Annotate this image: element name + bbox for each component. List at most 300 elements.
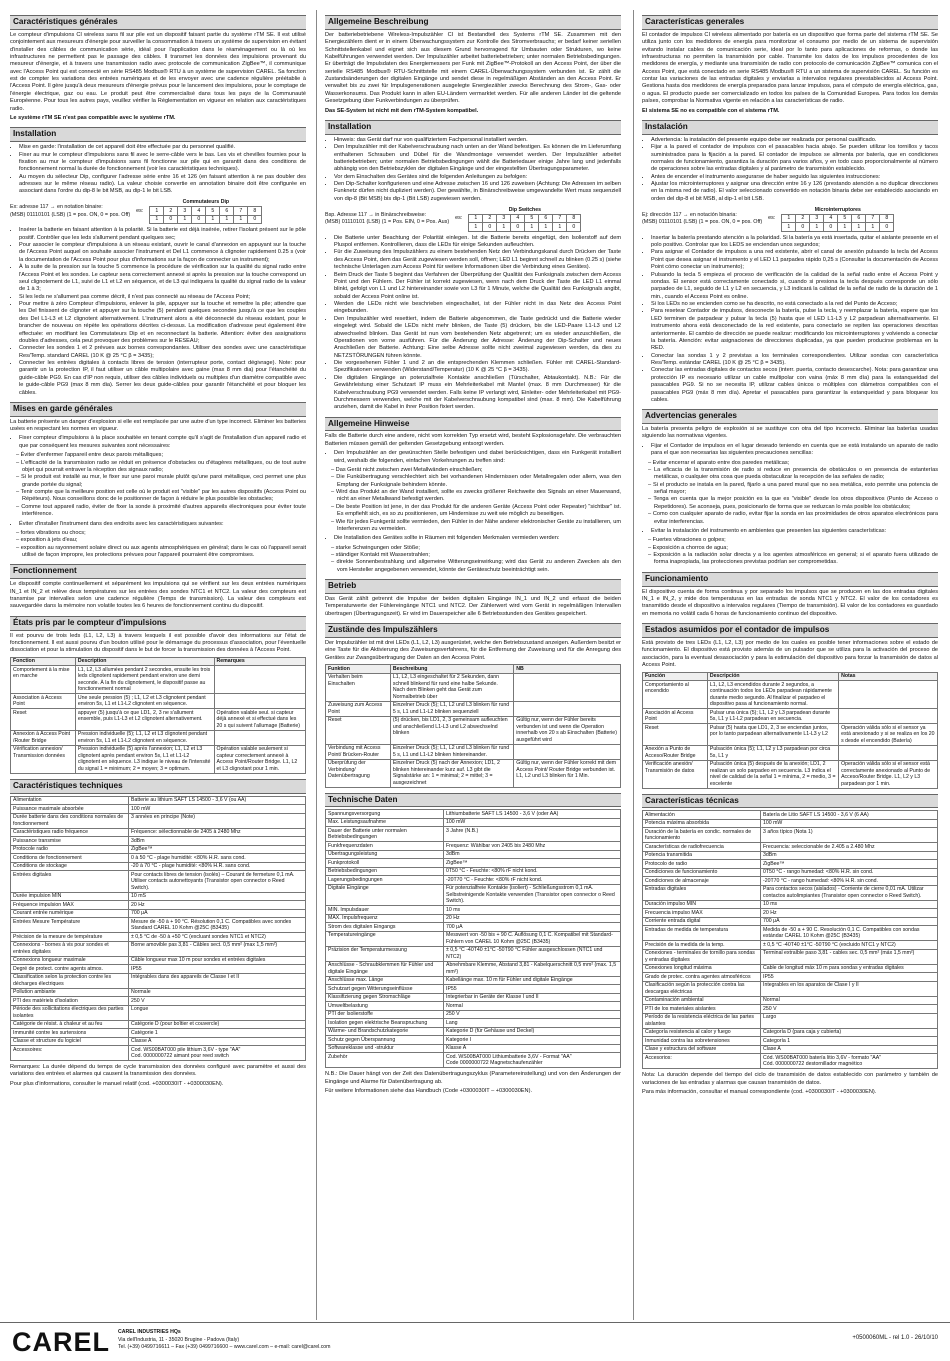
- table-row: [326, 1002, 621, 1011]
- install-step: • Den Impulszähler wird resettiert, indem die Batterie abgenommen, die Taste gedrückt und die Batterie wieder eingelegt wird. Sobald die LEDs nicht mehr blinken, die Taste (5) drücken, bis die LED-Paare L1-L3 und L2 abwechselnd blinken. Das Gerät ist nun vom bestehenden Netz abgetrennt; um es wieder anzuschließen, die Operationen von vorne ausführen. Für die Änderung der Adresse: Änderung der Dip-Schalter und neues Anschließen der Batterie. Achtung: Eine selbe Adresse sollte nicht zweimal zugewiesen werden, da dies zu NETZSTÖRUNGEN führen könnte.: [334, 316, 621, 360]
- install-step: • Connecter les entrées digitales à contacts libres de tension (interrupteur porte, contact dégivrage). Note: pour garantir un la protection IP, il faut utiliser un câble multipolaire avec gaine (max 8 mm dia) pour l'étanchéité du guide-câble PG9. En cas d'IP non requis, utiliser des câbles individuels ou multiples d'un diamètre compatible avec le guide-câble PG9 (max 8 mm dia). Serrer les deux guide-câbles pour garantir l'étanchéité et pour bloquer les câbles.: [19, 360, 306, 397]
- table-cell: 10 mS: [129, 892, 306, 901]
- table-cell: Longue: [129, 1005, 306, 1020]
- table-row: [11, 694, 306, 709]
- dip-row: [782, 214, 894, 223]
- table-row: [326, 985, 621, 994]
- table-cell: (5) drücken, bis LD1, 2, 3 gemeinsam aufleuchten und anschließend L1-L3 und L2 abwechselnd blinken: [390, 716, 513, 744]
- general-text: Le compteur d'impulsions CI wireless sans fil sur pile est un dispositif faisant partie du système rTM SE. Il est utilisé conjointement aux mesureurs d'énergie pour surveiller la consommation à travers un système de supervision en évitant d'installer des câbles de communication série, idéal pour l'application dans le réaménagement ou là où les infrastructures ne permettent pas le passage des câbles. Il transmet les données des impulsions provenant du mesureur d'énergie, et à travers une transmission radio avec protocole de communication ZigBee™, il communique avec l'Access Point qui est connecté en série RS485 Modbus® RTU à un système de supervision CAREL. Sa fonction est de compter les variations des entrées numériques et de les envoyer avec une cadence régulière préétablie à l'Access Point. Il gère jusqu'à deux mesureurs d'énergie prévus pour le lancement des impulsions, pour le comptage de l'énergie électrique, gaz ou eau. Le produit peut être commercialisé dans tous les pays de la Communauté Européenne. Pour tous les autres pays, veuillez vérifier la Réglementation en vigueur en relation aux caractéristiques radio.: [10, 31, 306, 112]
- table-row: [326, 876, 621, 885]
- states-text: Il est pourvu de trois leds (L1, L2, L3) à travers lesquels il est possible d'avoir des informations sur l'état de fonctionnement. Il est aussi pourvu d'un bouton utilisé pour le démarrage du processus d'association, pour l'éventuelle dissociation et pour la stimulation du dispositif dans le but de forcer la transmission des données à l'Access Point.: [10, 632, 306, 654]
- dip-caption-row: [782, 206, 894, 214]
- dip-cell: 0: [824, 223, 838, 232]
- table-cell: Précision de la mesure de température: [11, 933, 129, 942]
- dip-cell: 6: [220, 207, 234, 216]
- table-cell: Frecuencia impulso MAX: [643, 909, 761, 918]
- install-step: • Pour mettre à zéro Compteur d'impulsions, enlever la pile, appuyer sur la touche et remettre la pile; attendre que les Del finissent de clignoter et appuyer sur la touche (5) pendant quelques secondes jusqu'à ce que les couples des Del L1-L3 et L2 clignotent alternativement. L'instrument alors a été déconnecté du réseau existant, pour le brancher de nouveau on répète les opérations décrites ci-dessus. La modification d'adresse peut également être effectuée: en modifiant les Commutateurs Dip et en reconnectant la batterie. Attention: éviter des assignations doubles d'adresses, cela peut provoquer des problèmes sur le RESEAU;: [19, 301, 306, 345]
- dip-cell: 0: [192, 215, 206, 224]
- table-cell: Schutzart gegen Witterungseinflüsse: [326, 985, 444, 994]
- table-row: [326, 673, 621, 701]
- table-cell: 700 μA: [761, 917, 938, 926]
- table-cell: 250 V: [761, 1005, 938, 1014]
- table-cell: Anschlüsse - Schraubklemmen für Fühler und digitale Eingänge: [326, 961, 444, 976]
- table-cell: 250 V: [129, 997, 306, 1006]
- tech-note: Nota: La duración depende del tiempo del ciclo de transmisión de datos establecido con parámetro y también de variaciones de las entradas y alarmas que causan transmisión de datos.: [642, 1072, 938, 1086]
- table-cell: ZigBee™: [129, 845, 306, 854]
- table-cell: Schutz gegen Überspannung: [326, 1036, 444, 1045]
- table-row: [11, 828, 306, 837]
- dip-example-text: [642, 212, 762, 226]
- table-row: [326, 850, 621, 859]
- table-row: [11, 730, 306, 745]
- table-cell: Funkprotokoll: [326, 859, 444, 868]
- table-cell: Período de la resistencia eléctrica de las partes aislantes: [643, 1013, 761, 1028]
- table-row: [326, 923, 621, 932]
- table-cell: Opération valable seul. si capteur déjà annexé et si effectué dans les 20 s qui suivent l'allumage (Batterie): [214, 709, 305, 731]
- column-header: Remarques: [214, 657, 305, 666]
- table-cell: 3dBm: [444, 850, 621, 859]
- table-row: [643, 981, 938, 996]
- dip-cell: 4: [824, 214, 838, 223]
- table-row: [326, 1019, 621, 1028]
- table-row: [643, 760, 938, 788]
- table-cell: Entrées digitales: [11, 871, 129, 893]
- table-cell: Classe et structure du logiciel: [11, 1037, 129, 1046]
- table-cell: Catégorie 1: [129, 1029, 306, 1038]
- column-divider: [316, 10, 317, 1320]
- dip-cell: 3: [497, 214, 511, 223]
- table-cell: Une seule pression (5) ; L1, L2 et L3 clignotent pendant environ 5s, L1 et L1-L2 clignotent en séquence.: [75, 694, 214, 709]
- install-item: • Hinweis: das Gerät darf nur von qualifiziertem Fachpersonal installiert werden.: [334, 137, 621, 144]
- table-cell: Abnehmbare Klemme, Abstand 3,81 - Kabelquerschnitt 0,5 mm² (max. 1,5 mm²): [444, 961, 621, 976]
- table-cell: Klasse A: [444, 1044, 621, 1053]
- table-cell: 700 μA: [129, 909, 306, 918]
- table-cell: Pour contacts libres de tension (isolés) – Courant de fermeture 0,1 mA. Utiliser contacts autonettoyants (Transistor open connector o Reed Switch).: [129, 871, 306, 893]
- table-row: [643, 681, 938, 709]
- table-cell: Integrables en los aparatos de Clase I y II: [761, 981, 938, 996]
- table-cell: Verhalten beim Einschalten: [326, 673, 391, 701]
- table-cell: PTI des matériels d'isolation: [11, 997, 129, 1006]
- table-cell: Cod. WS00BAT000 Lithiumbatterie 3,6V - Format "AA" Code 0000000722 Magnetschaufenzähler: [444, 1053, 621, 1068]
- dip-cell: 8: [880, 214, 894, 223]
- table-row: [326, 759, 621, 787]
- table-cell: Conexiones longitud máxima: [643, 964, 761, 973]
- table-cell: 3 Jahre (N.B.): [444, 827, 621, 842]
- table-cell: Entradas de medida de temperatura: [643, 926, 761, 941]
- warning-list: [10, 435, 306, 450]
- table-cell: Precisión de la medida de la temp.: [643, 941, 761, 950]
- table-cell: Classification selon la protection contre les décharges électriques: [11, 973, 129, 988]
- section-title: Estados asumidos por el contador de impulsos: [642, 623, 938, 638]
- table-row: [326, 946, 621, 961]
- table-row: [643, 709, 938, 724]
- table-row: [326, 842, 621, 851]
- table-row: [326, 818, 621, 827]
- table-cell: Reset: [11, 709, 76, 731]
- table-cell: Mesure de -50 à + 90 °C. Résolution 0,1 C. Compatibles avec sondes Standard CAREL 10 Kohm @25C (B3435): [129, 918, 306, 933]
- table-cell: Opération valable seulement si capteur correctement annexé à Access Point/Router Bridge. L1, L2 et L3 clignotant pour 1 min.: [214, 745, 305, 773]
- warning-text: Falls die Batterie durch eine andere, nicht vom korrekten Typ ersetzt wird, besteht Explosionsgefahr. Die verbrauchten Batterien müssen gemäß der geltenden Gesetzgebung entsorgt werden.: [325, 433, 621, 447]
- table-cell: Annexion à Access Point /Router Bridge: [11, 730, 76, 745]
- table-cell: Categoría D (para caja y cubierta): [761, 1028, 938, 1037]
- table-cell: Contaminación ambiental: [643, 996, 761, 1005]
- table-cell: Période des sollicitations électriques des parties isolantes: [11, 1005, 129, 1020]
- install-item: • Advertencia: la instalación del presente equipo debe ser realizada por personal cualificado.: [651, 137, 938, 144]
- column-header: Notas: [839, 672, 938, 681]
- table-row: [11, 997, 306, 1006]
- table-cell: Klassifizierung gegen Stromschläge: [326, 993, 444, 1002]
- states-table: [325, 664, 621, 788]
- table-cell: 250 V: [444, 1010, 621, 1019]
- dip-cell: 1: [539, 223, 553, 232]
- tech-note: N.B.: Die Dauer hängt von der Zeit des Datenübertragungszyklus (Parametereinstellung) und von den Änderungen der Eingänge und Alarme für Datenübertragung ab.: [325, 1071, 621, 1085]
- table-row: [11, 666, 306, 694]
- table-cell: Classe A: [129, 1037, 306, 1046]
- table-cell: Spannungsversorgung: [326, 810, 444, 819]
- warning-subitem: – exposition au rayonnement solaire direct ou aux agents atmosphériques en général; dans le cas où l'appareil serait utilisé de façon impropre, les protections prévues pour l'appareil pourraient être compromises.: [22, 545, 306, 560]
- table-cell: Clase A: [761, 1045, 938, 1054]
- section-title: Mises en garde générales: [10, 402, 306, 417]
- warning-text: La batterie présente un danger d'explosion si elle est remplacée par une autre d'un type incorrect. Eliminer les batteries usées en respectant les normes en vigueur.: [10, 418, 306, 433]
- dip-example-text: [10, 204, 130, 218]
- table-cell: ± 0,5 °C -40T40 ±1°C -50T90 °C (excluido NTC1 y NTC2): [761, 941, 938, 950]
- table-row: [11, 1046, 306, 1061]
- company-address: [118, 1329, 331, 1352]
- install-step: • Si les leds ne s'allument pas comme décrit, il n'est pas connecté au réseau de l'Access Point;: [19, 294, 306, 301]
- table-row: [643, 917, 938, 926]
- document-code: +0500060ML - rel 1.0 - 26/10/10: [852, 1335, 938, 1341]
- table-row: [326, 1053, 621, 1068]
- install-step: • Conectar las entradas digitales de contactos secos (interr. puerta, contacto desescarche). Nota: para garantizar una protección IP es necesario utilizar un cable multipolar con vaina (máx 8 mm día) para la estanqueidad del pasacables PG9. Si no se necesita IP, utilizar cables únicos o múltiples con diámetros compatibles con el pasacables PG9 (máx 8 mm día). Apretar el pasacables para garantizar la estanqueidad y para bloquear los cables.: [651, 367, 938, 404]
- warning-subitem: – ständiger Kontakt mit Wasserstrahlen;: [337, 552, 621, 559]
- table-row: [643, 964, 938, 973]
- table-cell: Duración impulso MIN: [643, 900, 761, 909]
- warning-item: [19, 435, 306, 450]
- section-title: Características técnicas: [642, 794, 938, 809]
- operation-text: El dispositivo cuenta de forma continua y por separado los impulsos que se producen en las dos entradas digitales IN_1 e IN_2, y mide dos temperaturas en las entradas de sonda NTC1 y NTC2. El valor de los contadores es transmitido desde el dispositivo a intervalos regulares (Tiempo de transmisión). El valor de los contadores es guardado en memoria no volátil cada 6 horas de funcionamiento continuo del dispositivo.: [642, 588, 938, 617]
- warning-subitem-list: [325, 467, 621, 533]
- operation-text: Le dispositif compte continuellement et séparément les impulsions qui se vérifient sur les deux entrées numériques IN_1 et IN_2 et relève deux températures sur les entrées des sondes NTC1 et NTC2. La valeur des compteurs est transmise par intervalles selon une cadence régulière (Temps de transmission). La valeur des compteurs est sauvegardée dans la mémoire non volatile toutes les 6 heures de fonctionnement continu du dispositif.: [10, 581, 306, 610]
- table-cell: Strom des digitalen Eingangs: [326, 923, 444, 932]
- install-step: • Conectar las sondas 1 y 2 previstas a los terminales correspondientes. Utilizar sondas con característica Res/Temp. estándar CAREL (10 K @ 25 °C β = 3435).: [651, 353, 938, 368]
- section-title: Allgemeine Beschreibung: [325, 15, 621, 30]
- section-title: Instalación: [642, 120, 938, 135]
- warning-item-text: Evitar la instalación del instrumento en ambientes que presenten las siguientes características:: [651, 527, 887, 534]
- warning-subitem: – Tenir compte que la meilleure position est celle où le produit est "visible" par les autres dispositifs (Access Point ou Répéteurs). Nous conseillons donc de le positionner de façon à réduire le plus possible les obstacles;: [22, 489, 306, 504]
- table-row: [11, 901, 306, 910]
- install-step: • À la suite de la pression sur la touche 5 commence la procédure de vérification sur la qualité du signal radio entre l'Access Point et les sondes. Le capteur sera correctement annexé si après la pression sur la touche correspond un seul clignotement de L1, suivi de L1 et L2 en séquence, et de L3 qui indiquera la qualité du signal radio de la valeur de 1 à 3;: [19, 264, 306, 294]
- warning-subitem: – Exposición a la radiación solar directa y a los agentes atmosféricos en general; si el aparato fuera utilizado de forma inapropiada, las protecciones previstas podrían ser comprometidas.: [654, 552, 938, 567]
- install-item-list: [10, 144, 306, 196]
- table-cell: 100 mW: [444, 818, 621, 827]
- warning-list: [325, 450, 621, 465]
- install-step: • Si los LEDs no se encienden como se ha descrito, no está conectado a la red del Punto de Acceso;: [651, 301, 938, 308]
- column-fr: [10, 10, 306, 1090]
- warning-item: [651, 443, 938, 458]
- install-step: • Die Batterie unter Beachtung der Polarität einlegen. Ist die Batterie bereits eingefügt, den Isolierstoff auf dem Pluspol entfernen. Kontrollieren, dass die LEDs für einige Sekunden aufleuchten.: [334, 235, 621, 250]
- table-cell: Messwert von -50 bis + 90 C. Auflösung 0,1 C. Kompatibel mit Standard-Fühlern von CAREL 10 Kohm @25C (B3435): [444, 931, 621, 946]
- table-row: [11, 988, 306, 997]
- dip-row: [469, 214, 581, 223]
- column-header: Description: [75, 657, 214, 666]
- warning-subitem-list: [325, 545, 621, 575]
- table-row: [326, 884, 621, 906]
- column-header: Descripción: [707, 672, 838, 681]
- table-row: [326, 1027, 621, 1036]
- table-cell: -20T70 °C - rango humedad: <80% H.R. sin cond.: [761, 877, 938, 886]
- table-cell: Lang: [444, 1019, 621, 1028]
- table-row: [11, 805, 306, 814]
- table-row: [643, 900, 938, 909]
- table-cell: Association à Access Point: [11, 694, 76, 709]
- table-cell: Medida de -50 a + 90 C. Resolución 0,1 C. Compatibles con sondas estándar CAREL 10 Kohm @25C (B3435): [761, 926, 938, 941]
- dip-cell: 1: [150, 215, 164, 224]
- warning-text: La batería presenta peligro de explosión si se sustituye con otra del tipo incorrecto. Eliminar las baterías usadas siguiendo las normativas vigentes.: [642, 426, 938, 440]
- dip-cell: 1: [150, 207, 164, 216]
- warning-subitem: – L'efficacité de la transmission radio se réduit en présence d'obstacles ou d'étagères métalliques, ou de tout autre objet qui pourrait entraver la réception des signaux radio;: [22, 460, 306, 475]
- table-cell: Alimentation: [11, 796, 129, 805]
- dip-cell: 8: [248, 207, 262, 216]
- general-text: El contador de impulsos CI wireless alimentado por batería es un dispositivo que forma parte del sistema rTM SE. Se utiliza junto con los medidores de energía para monitorizar el consumo por medio de un sistema de supervisión evitando instalar cables de comunicación serie, ideal por lo tanto para aplicaciones de reformas, o donde las infraestructuras no permiten la transmisión por cable. Transmite los datos de los impulsos procedentes de los medidores de energía, y mediante una transmisión de radio con protocolo de comunicación ZigBee™ comunica con el Access Point, que está conectado en serie RS485 Modbus® RTU a un sistema de supervisión CAREL. Su función es contar las variaciones de las entradas digitales y enviarlas a intervalos regulares preestablecidos al Access Point. Gestiona hasta dos medidores de energía preparados para lanzar impulsos, para el cómputo de energía eléctrica, gas, o agua. El producto puede ser comercializado en todos los países de la Comunidad Europea. Para todos los demás países, comprobar la Normativa vigente en relación a las características de radio.: [642, 31, 938, 105]
- dip-example-line: Ej: dirección 117 → en notación binaria:: [642, 211, 737, 218]
- table-cell: 10 ms: [444, 906, 621, 915]
- table-cell: Categoría resistencia al calor y fuego: [643, 1028, 761, 1037]
- table-row: [326, 961, 621, 976]
- dip-example-line: Ex: adresse 117 → en notation binaire:: [10, 204, 103, 211]
- dip-caption: Commutateurs Dip: [182, 199, 230, 206]
- install-step: • Die digitalen Eingänge an potenzialfreie Kontakte anschließen (Türschalter, Abtaukontakt). N.B.: Für die Gewährleistung einer Schutzart IP muss ein Mehrleiterkabel mit Mantel (max. 8 mm Durchmesser) für die Kabelverschraubung PG9 verwendet werden. Falls keine IP verlangt wird, Einleiter- oder Mehrleiterkabel mit PG9-Durchmessern verwenden, welche mit der Kabelverschraubung kompatibel sind (max. 8 mm). Die Kabelführung anziehen, damit die Kabel in ihrer Position fixiert werden.: [334, 375, 621, 412]
- install-step: • Die vorgesehenen Fühler 1 und 2 an die entsprechenden Klemmen schließen. Fühler mit CAREL-Standard-Spezifikationen verwenden (Widerstand/Temperatur) (10 K @ 25 °C β = 3435).: [334, 360, 621, 375]
- dip-cell: 1: [553, 223, 567, 232]
- table-cell: -20T70 °C - Feuchte: <80% rF nicht kond.: [444, 876, 621, 885]
- table-cell: Lithiumbatterie SAFT LS 14500 - 3,6 V (oder AA): [444, 810, 621, 819]
- states-table: [10, 657, 306, 774]
- warning-subitem: – Comme tout appareil radio, éviter de fixer la sonde à proximité d'autres appareils électroniques pour éviter toute interférence.: [22, 504, 306, 519]
- install-step: • Insertar la batería prestando atención a la polaridad. Si la batería ya está insertada, quitar el aislante presente en el polo positivo. Controlar que los LEDS se enciendan unos segundos;: [651, 235, 938, 250]
- table-cell: [514, 673, 621, 701]
- table-row: [643, 949, 938, 964]
- compatibility-note: Le système rTM SE n'est pas compatible avec le système rTM.: [10, 114, 176, 121]
- dip-switch-table: [149, 199, 262, 225]
- dip-cell: 1: [497, 223, 511, 232]
- table-row: [11, 909, 306, 918]
- table-row: [11, 1029, 306, 1038]
- warning-item-text: Den Impulszähler an der gewünschten Stelle befestigen und dabei berücksichtigen, dass ein Funkgerät installiert wird, weshalb die folgenden, einfachen Vorkehrungen zu treffen sind:: [334, 450, 621, 464]
- dip-caption: Microinterruptores: [814, 206, 861, 213]
- dip-cell: 0: [796, 223, 810, 232]
- operation-text: Das Gerät zählt getrennt die Impulse der beiden digitalen Eingänge IN_1 und IN_2 und erfasst die beiden Temperaturwerte der Fühlereingänge NTC1 und NTC2. Der Zählerwert wird vom Gerät in regelmäßigen Intervallen übertragen (Übertragungszeit). Er wird im Dauerspeicher alle 6 Betriebsstunden des Gerätes gespeichert.: [325, 596, 621, 617]
- table-cell: 100 mW: [129, 805, 306, 814]
- install-item-list: [325, 137, 621, 203]
- install-step: • Para asignar el Contador de impulsos a una red existente, abrir el canal de anexión pulsando la tecla del Access Point que desea asignar el instrumento y el LED L1 parpadea rápido 0,25 s (Consultar la documentación de Access Point cómo conectar un instrumento);: [651, 249, 938, 271]
- table-cell: Verbindung mit Access Point/ Brücken-Router: [326, 744, 391, 759]
- dip-example-text: [325, 212, 449, 226]
- table-row: [643, 1037, 938, 1046]
- table-row: [11, 892, 306, 901]
- tech-table: [10, 796, 306, 1062]
- install-item: • Vor dem Einschalten des Gerätes sind die folgenden Anleitungen zu befolgen:: [334, 174, 621, 181]
- warning-list: [642, 528, 938, 535]
- dip-cell: 0: [880, 223, 894, 232]
- table-row: [326, 1036, 621, 1045]
- install-item: • Fixer au mur le compteur d'impulsions sans fil avec le serre-câble vers le bas. Les vis et chevilles fournies pour la fixation au mur le compteur d'impulsions sans fil fonctionne sur pile qui en garantit dans des conditions de fonctionnement normal la durée de fonctionnement (voir les caractéristiques techniques).: [19, 152, 306, 174]
- table-cell: Normal: [444, 1002, 621, 1011]
- warning-item: [334, 450, 621, 465]
- table-cell: Funkfrequenzdaten: [326, 842, 444, 851]
- table-cell: Max. Leistungsaufnahme: [326, 818, 444, 827]
- dip-row: [150, 215, 262, 224]
- warning-item-text: Fixer compteur d'impulsions à la place souhaitée en tenant compte qu'il s'agit de l'installation d'un appareil radio et que par conséquent les mesures suivantes sont nécessaires:: [19, 435, 306, 449]
- table-cell: Gültig nur, wenn der Fühler bereits verbunden ist und wenn die Operation innerhalb von 20 s ab Einschalten (Batterie) ausgeführt wird: [514, 716, 621, 744]
- section-title: Fonctionnement: [10, 564, 306, 579]
- table-row: [326, 744, 621, 759]
- table-cell: MAX. Impulsfrequenz: [326, 914, 444, 923]
- table-cell: Übertragungsleistung: [326, 850, 444, 859]
- table-row: [11, 854, 306, 863]
- table-cell: Pulsación única (5); L1, L2 y L3 parpadean por circa 5s, L1 y: [707, 745, 838, 760]
- table-cell: Anexión a Punto de Acceso/Router Bridge: [643, 745, 708, 760]
- dip-cell: 3: [178, 207, 192, 216]
- table-cell: Conditions de stockage: [11, 862, 129, 871]
- column-es: [642, 10, 938, 1098]
- table-cell: L1, L2, L3 eingeschaltet für 2 Sekunden, dann schnell blinkend für rund eine halbe Sekunde. Nach dem Blinken geht das Gerät zum Normalbetrieb über: [390, 673, 513, 701]
- table-cell: Largo: [761, 1013, 938, 1028]
- table-row: [326, 827, 621, 842]
- warning-subitem: – La eficacia de la transmisión de radio si reduce en presencia de obstáculos o en presencia de estanterías metálicas, o cualquier otra cosa que pueda obstaculizar la recepción de las señales de radio;: [654, 467, 938, 482]
- table-cell: Zubehör: [326, 1053, 444, 1068]
- table-cell: Degré de protect. contre agents atmos.: [11, 965, 129, 974]
- table-cell: Betriebsbedingungen: [326, 867, 444, 876]
- install-step-list: [642, 235, 938, 405]
- table-row: [643, 811, 938, 820]
- warning-item-text: Éviter d'installer l'instrument dans des endroits avec les caractéristiques suivantes:: [19, 520, 224, 527]
- table-cell: [214, 666, 305, 694]
- table-row: [643, 877, 938, 886]
- table-row: [326, 931, 621, 946]
- table-cell: Entrées Mesure Température: [11, 918, 129, 933]
- install-item: • Ajustar los microinterruptores y asignar una dirección entre 16 y 126 (prestando atención a no duplicar direcciones en la misma red de radio). El valor seleccionado convertido en notación binaria debe ser establecido asociando en orden del dip-8 el bit MSB, al dip-1 el bit LSB.: [651, 181, 938, 203]
- table-cell: Terminal extraíble paso 3,81 - cables sec. 0,5 mm² (máx 1,5 mm²): [761, 949, 938, 964]
- table-cell: IP55: [761, 973, 938, 982]
- table-cell: [214, 730, 305, 745]
- table-cell: ± 0,5 °C de -50 à +50 °C (excluant sondes NTC1 et NTC2): [129, 933, 306, 942]
- column-header: Fonction: [11, 657, 76, 666]
- table-cell: Pression individuelle (5); L1, L2 et L3 clignotent pendant environ 5s, L1 et L1-L2 clignotent en séquence.: [75, 730, 214, 745]
- table-cell: Catégorie de résist. à chaleur et au feu: [11, 1020, 129, 1029]
- column-divider: [633, 10, 634, 1320]
- dip-cell: 4: [192, 207, 206, 216]
- section-title: Advertencias generales: [642, 409, 938, 424]
- table-cell: Immunité contre les surtensions: [11, 1029, 129, 1038]
- install-step-list: [10, 227, 306, 397]
- table-cell: Protocolo de radio: [643, 860, 761, 869]
- table-cell: 3dBm: [761, 851, 938, 860]
- table-cell: Durée batterie dans des conditions normales de fonctionnement: [11, 813, 129, 828]
- dip-cell: 1: [234, 215, 248, 224]
- dip-switch-table: [781, 206, 894, 232]
- table-cell: L1, L2, L3 allumées pendant 2 secondes, ensuite les trois leds clignotent rapidement pendant environ une demi seconde. À la fin du clignotement, le dispositif passe au fonctionnement normal: [75, 666, 214, 694]
- table-cell: Reset: [326, 716, 391, 744]
- dip-cell: 1: [206, 215, 220, 224]
- table-cell: Pulsar una única (5); L1, L2 y L3 parpadean durante 5s, L1 y L1-L2 parpadean en secuencia.: [707, 709, 838, 724]
- table-row: [643, 996, 938, 1005]
- table-row: [643, 745, 938, 760]
- table-cell: Connexions - bornes à vis pour sondes et entrées digitales: [11, 941, 129, 956]
- table-cell: Fréquence: sélectionnable de 2405 à 2480 Mhz: [129, 828, 306, 837]
- table-cell: Frequenz: Wählbar von 2405 bis 2480 Mhz: [444, 842, 621, 851]
- table-cell: 20 Hz: [761, 909, 938, 918]
- dip-example-line: (MSB) 01110101 (LSB) (1 = pos. ON, 0 = pos. Off): [642, 218, 763, 225]
- contact-line: Tel. (+39) 0499716611 – Fax (+39) 0499716600 – www.carel.com – e-mail: carel@carel.com: [118, 1344, 331, 1351]
- warning-subitem: – Evitar encerrar el aparato entre dos paredes metálicas;: [654, 460, 938, 467]
- dip-cell: 0: [511, 223, 525, 232]
- table-cell: Batería de Litio SAFT LS 14500 - 3,6 V (6 AA): [761, 811, 938, 820]
- table-cell: Pression individuelle (5) après l'annexion; L1, L2 et L3 clignotent après pendant environ 5s, L1 et L1-L2 clignotent en séquence. L3 indique le niveau de l'intensité du signal 1 = minimum; 2 = moyen; 3 = optimum.: [75, 745, 214, 773]
- table-cell: 10 ms: [761, 900, 938, 909]
- warning-subitem: – starke Schwingungen oder Stöße;: [337, 545, 621, 552]
- table-row: [326, 701, 621, 716]
- dip-example: [10, 199, 306, 225]
- install-step: • Pulsando la tecla 5 empieza el proceso de verificación de la calidad de la señal radio entre el Access Point y sondas. El sensor está correctamente conectado si, cuando si presiona la tecla después corresponde un sólo parpadeo de L1, seguido de L1 y L2 en secuencia, y L3 indicará la calidad de la señal de radio de la duración de 1 min., cuando el Access Point es online.: [651, 272, 938, 302]
- table-cell: Kategorie I: [444, 1036, 621, 1045]
- warning-list: [10, 521, 306, 528]
- table-row: [643, 724, 938, 746]
- table-row: [11, 813, 306, 828]
- table-row: [643, 843, 938, 852]
- dip-cell: 5: [206, 207, 220, 216]
- table-row: [643, 851, 938, 860]
- table-cell: Wärme- und Brandschutzkategorie: [326, 1027, 444, 1036]
- table-cell: appuyer (5) jusqu'à ce que LD1, 2, 3 ne s'allument ensemble, puis L1-L3 et L2 clignotent alternativement.: [75, 709, 214, 731]
- warning-subitem: – Die beste Position ist jene, in der das Produkt für die anderen Geräte (Access Point oder Repeater) "sichtbar" ist. Es empfiehlt sich, es so zu positionieren, um Hindernisse zu weit wie möglich zu beseitigen.: [337, 504, 621, 519]
- table-cell: Categoría 1: [761, 1037, 938, 1046]
- table-cell: Operación válida sólo si el sensor está correctamente anexionado al Punto de Acceso/Router Bridge. L1, L2 y L3 parpadean por 1 min.: [839, 760, 938, 788]
- tech-more-info: Para más información, consultar el manual correspondiente (cod. +0300030IT - +0300030EN).: [642, 1089, 877, 1096]
- warning-item: [334, 535, 621, 542]
- warning-subitem: – exposition à jets d'eau;: [22, 537, 306, 544]
- dip-cell: 2: [796, 214, 810, 223]
- table-cell: Puissance transmise: [11, 837, 129, 846]
- table-cell: [514, 701, 621, 716]
- table-cell: Asociación al Access Point: [643, 709, 708, 724]
- states-text: Der Impulszähler ist mit drei LEDs (L1, L2, L3) ausgerüstet, welche den Betriebszustand anzeigen. Außerdem besitzt er eine Taste für die Aktivierung des Zuweisungsverfahrens, für die Entfernung der Zuweisung und für die Anregung des Gerätes zur Zwangsübertragung der Daten an den Access Point.: [325, 640, 621, 661]
- section-title: Caractéristiques générales: [10, 15, 306, 30]
- dip-cell: 1: [838, 223, 852, 232]
- dip-cell: 1: [866, 223, 880, 232]
- dip-cell: 1: [178, 215, 192, 224]
- table-cell: Corriente entrada digital: [643, 917, 761, 926]
- table-cell: Isolation gegen elektrische Beanspruchung: [326, 1019, 444, 1028]
- install-step: • Para resetear Contador de impulsos, desconecte la batería, pulse la tecla, y reemplazar la batería, espere que los LED terminen de parpadear y pulsar la tecla (5) hasta que el LED L1-L3 y L2 parpadean alternativamente. El instrumento ahora está desconectado de la red existente, para conectarlo se repiten las operaciones descritas anteriormente. El cambio de dirección se puede realizar: modificando los microinterruptores y volviendo a conectar la batería. Atención: evitar asignaciones de direcciones duplicadas, ya que pueden producirse problemas en la RED.: [651, 308, 938, 352]
- dip-row: [150, 207, 262, 216]
- table-cell: Pulsar (5) hasta que LD1, 2, 3 se enciendan juntos, por lo tanto parpadean alternativamente L1-L3 y L2: [707, 724, 838, 746]
- dip-cell: 7: [234, 207, 248, 216]
- table-cell: Batterie au lithium SAFT LS 14500 - 3,6 V (ou AA): [129, 796, 306, 805]
- dip-cell: 4: [511, 214, 525, 223]
- warning-subitem: – Wie für jedes Funkgerät sollte vermieden, den Fühler in der Nähe anderer elektronischer Geräte zu installieren, um Interferenzen zu vermeiden.: [337, 519, 621, 534]
- table-row: [326, 859, 621, 868]
- table-cell: 3dBm: [129, 837, 306, 846]
- dip-cell: 7: [553, 214, 567, 223]
- table-row: [326, 1010, 621, 1019]
- install-step: • Connecter les sondes 1 et 2 prévues aux bornes correspondantes. Utiliser des sondes avec une caractéristique Res/Temp. standard CAREL (10 K @ 25 °C β = 3435);: [19, 345, 306, 360]
- table-cell: Zuweisung zum Access Point: [326, 701, 391, 716]
- dip-cell: 0: [567, 223, 581, 232]
- warning-subitem: – Si le produit est installé au mur, le fixer sur une paroi murale plutôt qu'une paroi métallique, ceci permet une plus grande portée du signal;: [22, 474, 306, 489]
- table-row: [11, 845, 306, 854]
- warning-subitem: – Das Gerät nicht zwischen zwei Metallwänden einschließen;: [337, 467, 621, 474]
- table-cell: Conditions de fonctionnement: [11, 854, 129, 863]
